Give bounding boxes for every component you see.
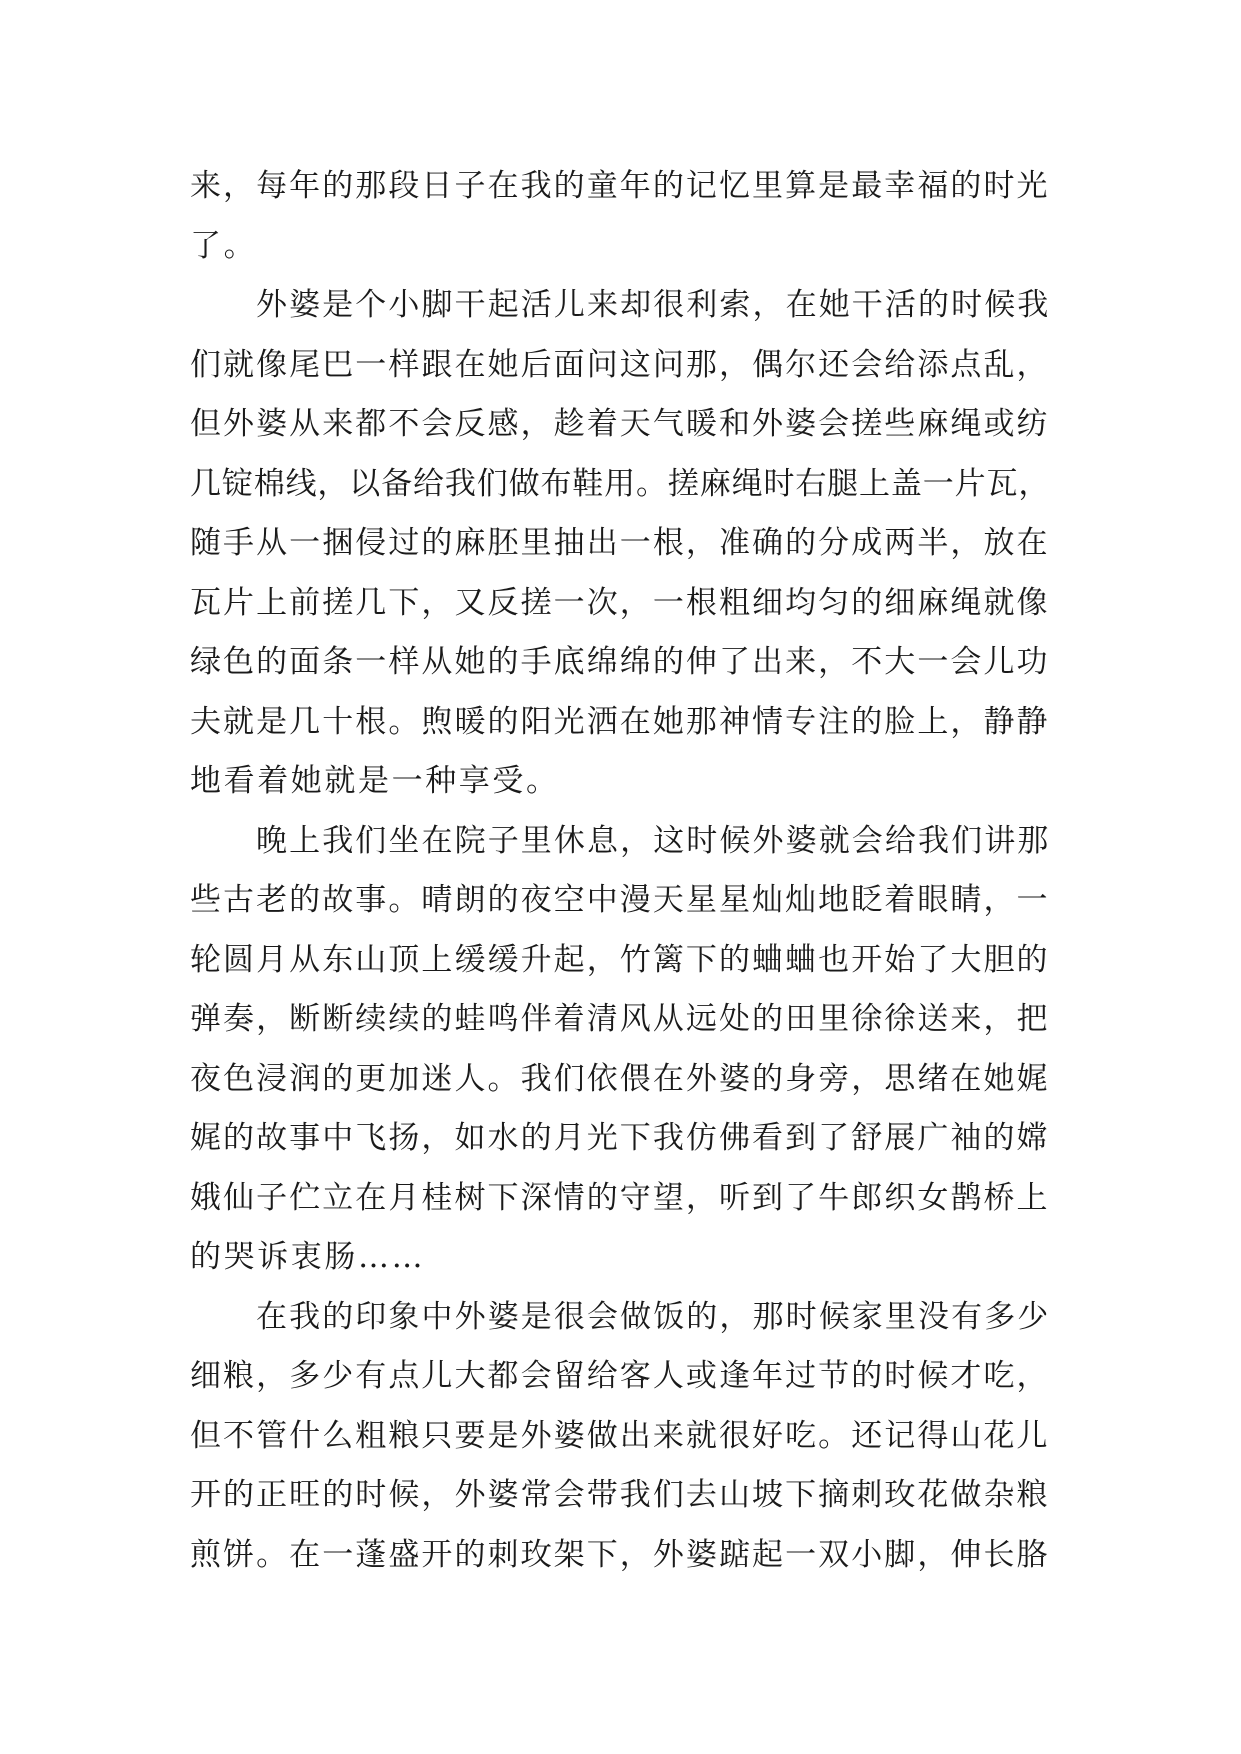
text-line: 些古老的故事。晴朗的夜空中漫天星星灿灿地眨着眼睛，一 bbox=[190, 882, 1050, 918]
text-line: 但外婆从来都不会反感，趁着天气暖和外婆会搓些麻绳或纺 bbox=[190, 406, 1050, 442]
text-line: 来，每年的那段日子在我的童年的记忆里算是最幸福的时光 bbox=[190, 168, 1050, 204]
text-line: 娥仙子伫立在月桂树下深情的守望，听到了牛郎织女鹊桥上 bbox=[190, 1179, 1050, 1216]
body-text bbox=[190, 157, 1050, 1585]
text-line: 的哭诉衷肠…… bbox=[190, 1239, 426, 1275]
text-line: 开的正旺的时候，外婆常会带我们去山坡下摘刺玫花做杂粮 bbox=[190, 1477, 1050, 1513]
text-line: 地看着她就是一种享受。 bbox=[190, 763, 560, 799]
text-line: 们就像尾巴一样跟在她后面问这问那，偶尔还会给添点乱， bbox=[190, 346, 1050, 383]
text-line: 煎饼。在一蓬盛开的刺玫架下，外婆踮起一双小脚，伸长胳 bbox=[190, 1536, 1050, 1573]
text-line: 但不管什么粗粮只要是外婆做出来就很好吃。还记得山花儿 bbox=[190, 1417, 1050, 1454]
text-line: 弹奏，断断续续的蛙鸣伴着清风从远处的田里徐徐送来，把 bbox=[190, 1001, 1050, 1037]
text-line: 娓的故事中飞扬，如水的月光下我仿佛看到了舒展广袖的嫦 bbox=[190, 1120, 1050, 1156]
text-line: 细粮，多少有点儿大都会留给客人或逢年过节的时候才吃， bbox=[190, 1358, 1050, 1394]
paragraph-first-line: 外婆是个小脚干起活儿来却很利索，在她干活的时候我 bbox=[256, 287, 1051, 323]
paragraph-first-line: 晚上我们坐在院子里休息，这时候外婆就会给我们讲那 bbox=[256, 822, 1051, 859]
text-line: 了。 bbox=[190, 227, 258, 264]
text-line: 瓦片上前搓几下，又反搓一次，一根粗细均匀的细麻绳就像 bbox=[190, 584, 1050, 621]
text-line: 轮圆月从东山顶上缓缓升起，竹篱下的蛐蛐也开始了大胆的 bbox=[190, 941, 1050, 978]
paragraph-first-line: 在我的印象中外婆是很会做饭的，那时候家里没有多少 bbox=[256, 1298, 1051, 1335]
text-line: 夜色浸润的更加迷人。我们依偎在外婆的身旁，思绪在她娓 bbox=[190, 1060, 1050, 1097]
text-line: 绿色的面条一样从她的手底绵绵的伸了出来，不大一会儿功 bbox=[190, 644, 1050, 680]
text-line: 夫就是几十根。煦暖的阳光洒在她那神情专注的脸上，静静 bbox=[190, 703, 1050, 740]
text-line: 几锭棉线，以备给我们做布鞋用。搓麻绳时右腿上盖一片瓦， bbox=[190, 465, 1051, 502]
text-line: 随手从一捆侵过的麻胚里抽出一根，准确的分成两半，放在 bbox=[190, 525, 1050, 561]
